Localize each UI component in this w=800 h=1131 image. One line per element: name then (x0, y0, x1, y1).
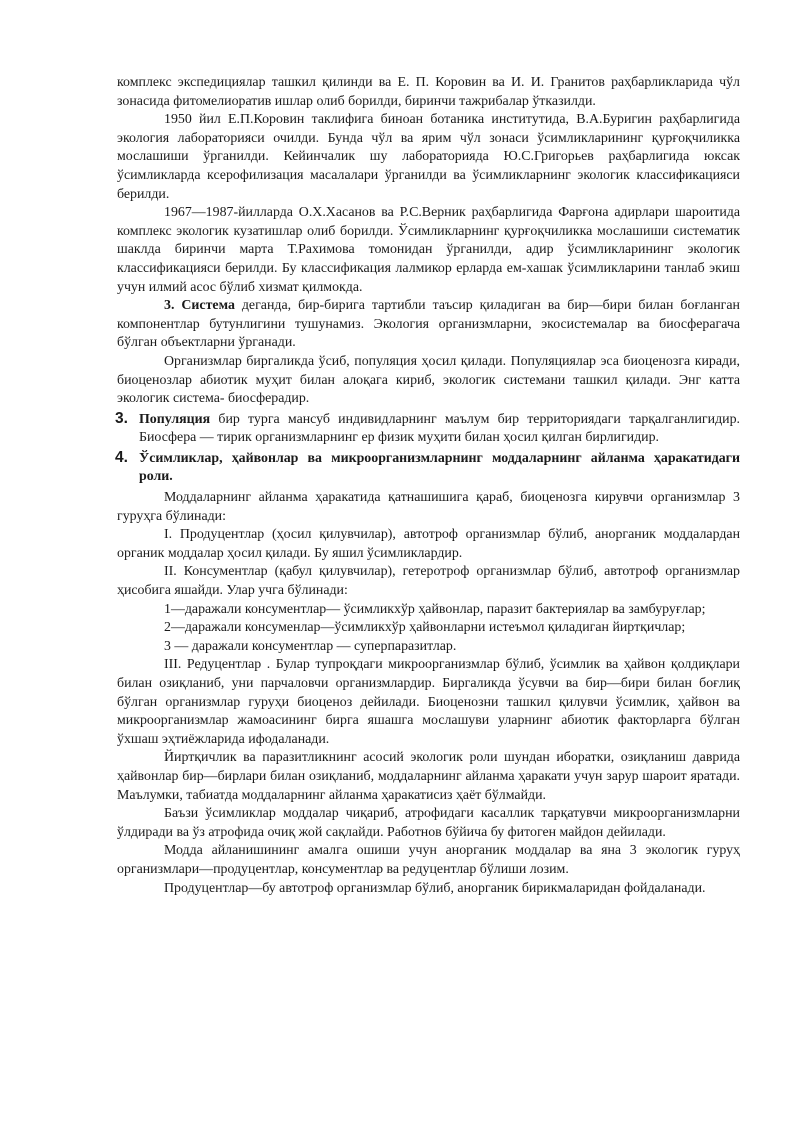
paragraph-system (117, 297, 740, 353)
paragraph-3: 1967—1987-йилларда О.Х.Хасанов ва Р.С.Верник раҳбарлигида Фарғона адирлари шароитида комплекс экологик кузатишлар олиб борилди. Ўсимликларнинг қурғоқчиликка мослашиши систематик шаклда биринчи марта Т.Рахимова томонидан ўрганилди, адир ўсимликларининг экологик классификацияси берилди. Бу классификация лалмикор ерларда ем-хашак ўсимликларини танлаб экиш учун илмий асос бўлиб хизмат қилмокда. (117, 205, 740, 295)
paragraph-consumer-level-2: 2—даражали консуменлар—ўсимликхўр ҳайвонларни истеъмол қиладиган йиртқичлар; (164, 620, 686, 636)
system-heading: 3. Система (164, 298, 235, 314)
population-text: бир турга мансуб индивидларнинг маълум бир территориядаги тарқалганлигидир. Биосфера — тирик организмларнинг ер физик муҳити билан ҳосил қилган бирлигидир. (139, 411, 740, 446)
item-number-4: 4. (115, 448, 128, 466)
paragraph-consumer-level-3: 3 — даражали консументлар — суперпаразитлар. (164, 638, 457, 654)
paragraph-1: комплекс экспедициялар ташкил қилинди ва Е. П. Коровин ва И. И. Гранитов раҳбарликларида чўл зонасида фитомелиоратив ишлар олиб борилди, биринчи тажрибалар ўтказилди. (117, 75, 740, 109)
population-heading: Популяция (139, 411, 211, 427)
paragraph-14: Баъзи ўсимликлар моддалар чиқариб, атрофидаги касаллик тарқатувчи микроорганизмларни ўлдиради ва ўз атрофида очиқ жой сақлайди. Работнов бўйича бу фитоген майдон дейилади. (117, 806, 740, 840)
item-number-3: 3. (115, 409, 128, 427)
paragraph-consumers: II. Консументлар (қабул қилувчилар), гетеротроф организмлар бўлиб, автотроф организмлар ҳисобига яшайди. Улар учга бўлинади: (117, 564, 740, 599)
paragraph-16: Продуцентлар—бу автотроф организмлар бўлиб, анорганик бирикмаларидан фойдаланади. (164, 880, 706, 896)
paragraph-producers: I. Продуцентлар (ҳосил қилувчилар), автотроф организмлар бўлиб, анорганик моддалардан органик моддалар ҳосил қилади. Бу яшил ўсимликлардир. (117, 527, 740, 561)
paragraph-reducers: III. Редуцентлар . Булар тупроқдаги микроорганизмлар бўлиб, ўсимлик ва ҳайвон қолдиқлари билан озиқланиб, уни парчаловчи организмлардир. Биргаликда ўсувчи ва бир—бири билан боғлиқ бўлган организмлар гуруҳи биоценоз дейилади. Биоценозни ташкил қилувчи ўсимлик, ҳайвон ва микроорганизмлар жамоасининг бирга яшашга мослашуви уларнинг абиотик факторларга бўлган ўхшаш эҳтиёжларида ифодаланади. (117, 657, 740, 747)
numbered-item-4 (117, 450, 740, 487)
cycle-heading: Ўсимликлар, ҳайвонлар ва микроорганизмларнинг моддаларнинг айланма ҳаракатидаги роли. (139, 450, 740, 485)
paragraph-consumer-level-1: 1—даражали консументлар— ўсимликхўр ҳайвонлар, паразит бактериялар ва замбуруғлар; (164, 601, 706, 617)
paragraph-2: 1950 йил Е.П.Коровин таклифига биноан ботаника институтида, В.А.Буригин раҳбарлигида экология лабораторияси очилди. Бунда чўл ва ярим чўл зонаси ўсимликларининг қурғоқчиликка мослашиши ўрганилди. Кейинчалик шу лабораторияда Ю.С.Григорьев раҳбарлигида юксак ўсимликларда ксерофилизация масалалари ўрганилди ва ўсимликларнинг экологик классификацияси берилди. (117, 112, 740, 202)
paragraph-6: Моддаларнинг айланма ҳаракатида қатнашишига қараб, биоценозга кирувчи организмлар 3 гуруҳга бўлинади: (117, 490, 740, 524)
paragraph-5: Организмлар биргаликда ўсиб, популяция ҳосил қилади. Популяциялар эса биоценозга киради, биоценозлар абиотик муҳит билан алоқага кириб, экологик системани ташкил қилади. Энг катта экологик система- биосферадир. (117, 353, 740, 407)
paragraph-15: Модда айланишининг амалга ошиши учун анорганик моддалар ва яна 3 экологик гуруҳ организмлари—продуцентлар, консументлар ва редуцентлар бўлиши лозим. (117, 843, 740, 877)
system-text: деганда, бир-бирига тартибли таъсир қиладиган ва бир—бири билан боғланган компонентлар бутунлигини тушунамиз. Экология организмларни, экосистемалар ва биосферагача бўлган объектларни ўрганади. (117, 298, 740, 351)
numbered-item-3 (117, 411, 740, 448)
paragraph-13: Йиртқичлик ва паразитликнинг асосий экологик роли шундан иборатки, озиқланиш даврида ҳайвонлар бир—бирлари билан озиқланиб, моддаларнинг айланма ҳаракати учун зарур шароит яратади. Маълумки, табиатда моддаларнинг айланма ҳаракатисиз ҳаёт бўлмайди. (117, 750, 740, 803)
